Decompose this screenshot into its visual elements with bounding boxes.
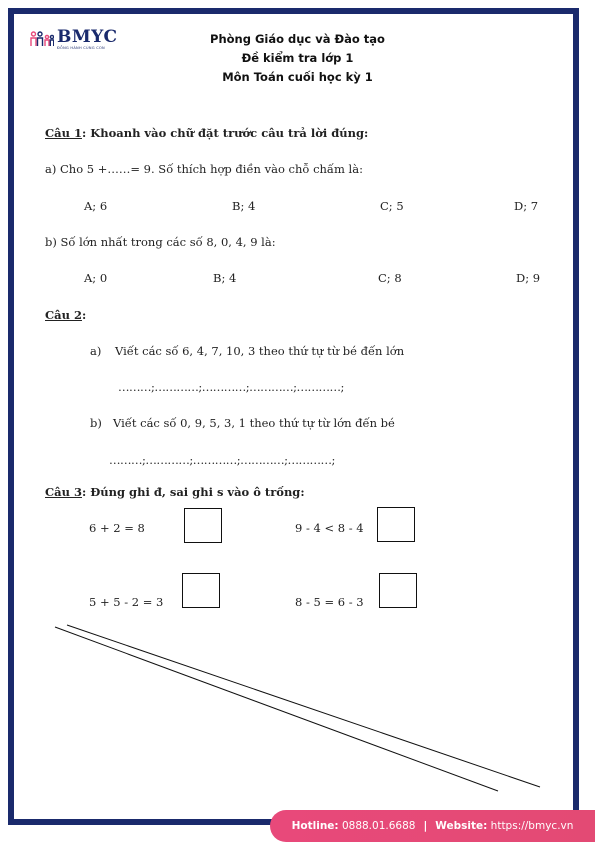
q1a-option-d: D; 7 [514, 199, 539, 213]
website-link[interactable]: https://bmyc.vn [490, 820, 574, 832]
footer-separator: | [423, 820, 428, 832]
q1b-option-c: C; 8 [378, 271, 402, 285]
hotline-label: Hotline: [291, 820, 339, 832]
q1a-option-a: A; 6 [84, 199, 108, 213]
q3-item-1: 6 + 2 = 8 [89, 521, 145, 535]
contact-footer [270, 810, 595, 842]
q3-item-2: 9 - 4 < 8 - 4 [295, 521, 364, 535]
q1b-prompt: b) Số lớn nhất trong các số 8, 0, 4, 9 là: [45, 235, 276, 249]
q1a-prompt: a) Cho 5 +……= 9. Số thích hợp điền vào chỗ chấm là: [45, 162, 363, 176]
q2a-text: Viết các số 6, 4, 7, 10, 3 theo thứ tự từ bé đến lớn [115, 344, 405, 358]
q2b-answer-blank[interactable]: ………;…………;…………;…………;…………; [109, 453, 335, 467]
q2a-marker: a) [90, 344, 102, 358]
logo-name: BMYC [57, 27, 118, 47]
q1b-option-a: A; 0 [84, 271, 108, 285]
q2-title: : [81, 308, 87, 322]
header-subject: Môn Toán cuối học kỳ 1 [222, 70, 373, 84]
q3-title: : Đúng ghi đ, sai ghi s vào ô trống: [81, 485, 305, 499]
q1-title: : Khoanh vào chữ đặt trước câu trả lời đúng: [81, 126, 369, 140]
hotline-number[interactable]: 0888.01.6688 [341, 820, 416, 832]
q2-label: Câu 2 [45, 308, 82, 322]
q2a-answer-blank[interactable]: ………;…………;…………;…………;…………; [118, 380, 344, 394]
q3-item-3: 5 + 5 - 2 = 3 [89, 595, 164, 609]
header-exam-title: Đề kiểm tra lớp 1 [241, 51, 354, 65]
q1b-option-b: B; 4 [213, 271, 237, 285]
q2b-marker: b) [90, 416, 102, 430]
q1a-option-b: B; 4 [232, 199, 256, 213]
q1b-option-d: D; 9 [516, 271, 541, 285]
header-department: Phòng Giáo dục và Đào tạo [210, 32, 385, 46]
q3-item-4: 8 - 5 = 6 - 3 [295, 595, 364, 609]
q1a-option-c: C; 5 [380, 199, 404, 213]
logo-tagline: ĐỒNG HÀNH CÙNG CON [57, 46, 105, 50]
q3-label: Câu 3 [45, 485, 82, 499]
q1-label: Câu 1 [45, 126, 82, 140]
website-label: Website: [435, 820, 488, 832]
q2b-text: Viết các số 0, 9, 5, 3, 1 theo thứ tự từ lớn đến bé [113, 416, 395, 430]
